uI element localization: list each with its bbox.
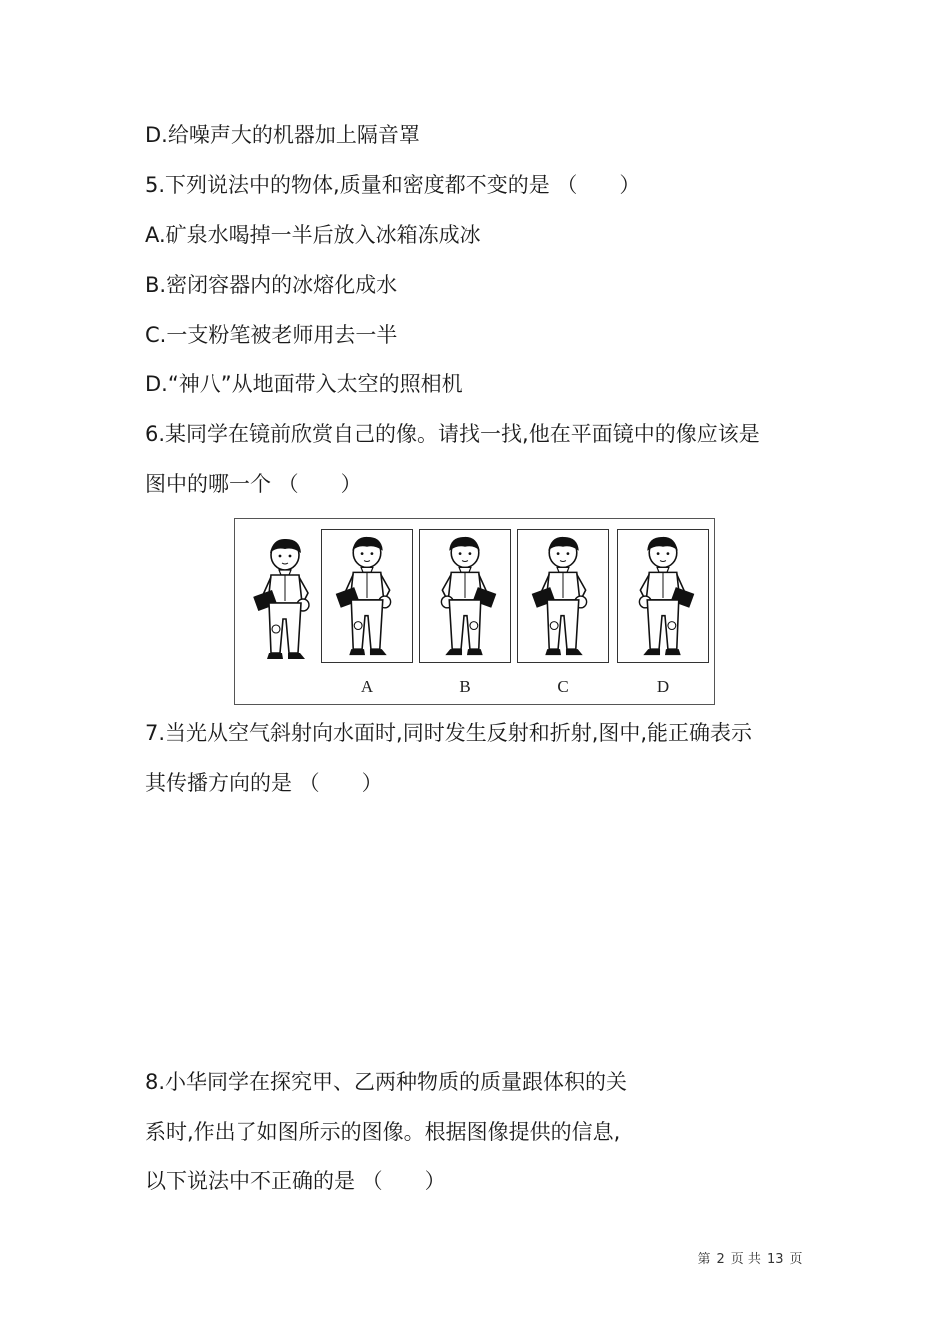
panel-c <box>517 529 609 663</box>
label-b: B <box>459 677 471 696</box>
footer-suffix: 页 <box>789 1252 803 1267</box>
panel-d <box>617 529 709 663</box>
original-boy-image <box>245 535 325 665</box>
label-a: A <box>360 677 374 696</box>
q6-stem-line1: 6.某同学在镜前欣赏自己的像。请找一找,他在平面镜中的像应该是 <box>145 422 760 446</box>
q5-stem: 5.下列说法中的物体,质量和密度都不变的是 （ ） <box>145 173 641 197</box>
q5-option-d: D.“神八”从地面带入太空的照相机 <box>145 372 463 396</box>
footer-page-number: 2 <box>716 1252 725 1267</box>
panel-b <box>419 529 511 663</box>
footer-mid: 页 共 <box>730 1252 761 1267</box>
boy-image-d <box>623 533 703 661</box>
footer-total-pages: 13 <box>766 1252 784 1267</box>
footer-prefix: 第 <box>697 1252 711 1267</box>
q5-option-c: C.一支粉笔被老师用去一半 <box>145 323 398 347</box>
label-c: C <box>557 677 569 696</box>
q7-stem-line2: 其传播方向的是 （ ） <box>145 771 383 795</box>
page-footer <box>685 1248 815 1267</box>
boy-image-c <box>523 533 603 661</box>
boy-image-b <box>425 533 505 661</box>
label-d: D <box>656 677 670 696</box>
q5-option-b: B.密闭容器内的冰熔化成水 <box>145 273 398 297</box>
q8-stem-line1: 8.小华同学在探究甲、乙两种物质的质量跟体积的关 <box>145 1070 628 1094</box>
panel-a <box>321 529 413 663</box>
q5-option-a: A.矿泉水喝掉一半后放入冰箱冻成冰 <box>145 223 481 247</box>
q8-stem-line3: 以下说法中不正确的是 （ ） <box>145 1169 446 1193</box>
q6-stem-line2: 图中的哪一个 （ ） <box>145 472 362 496</box>
q7-stem-line1: 7.当光从空气斜射向水面时,同时发生反射和折射,图中,能正确表示 <box>145 721 753 745</box>
q6-mirror-figure <box>234 518 715 705</box>
q4-option-d: D.给噪声大的机器加上隔音罩 <box>145 123 420 147</box>
boy-image-a <box>327 533 407 661</box>
q8-stem-line2: 系时,作出了如图所示的图像。根据图像提供的信息, <box>145 1120 621 1144</box>
